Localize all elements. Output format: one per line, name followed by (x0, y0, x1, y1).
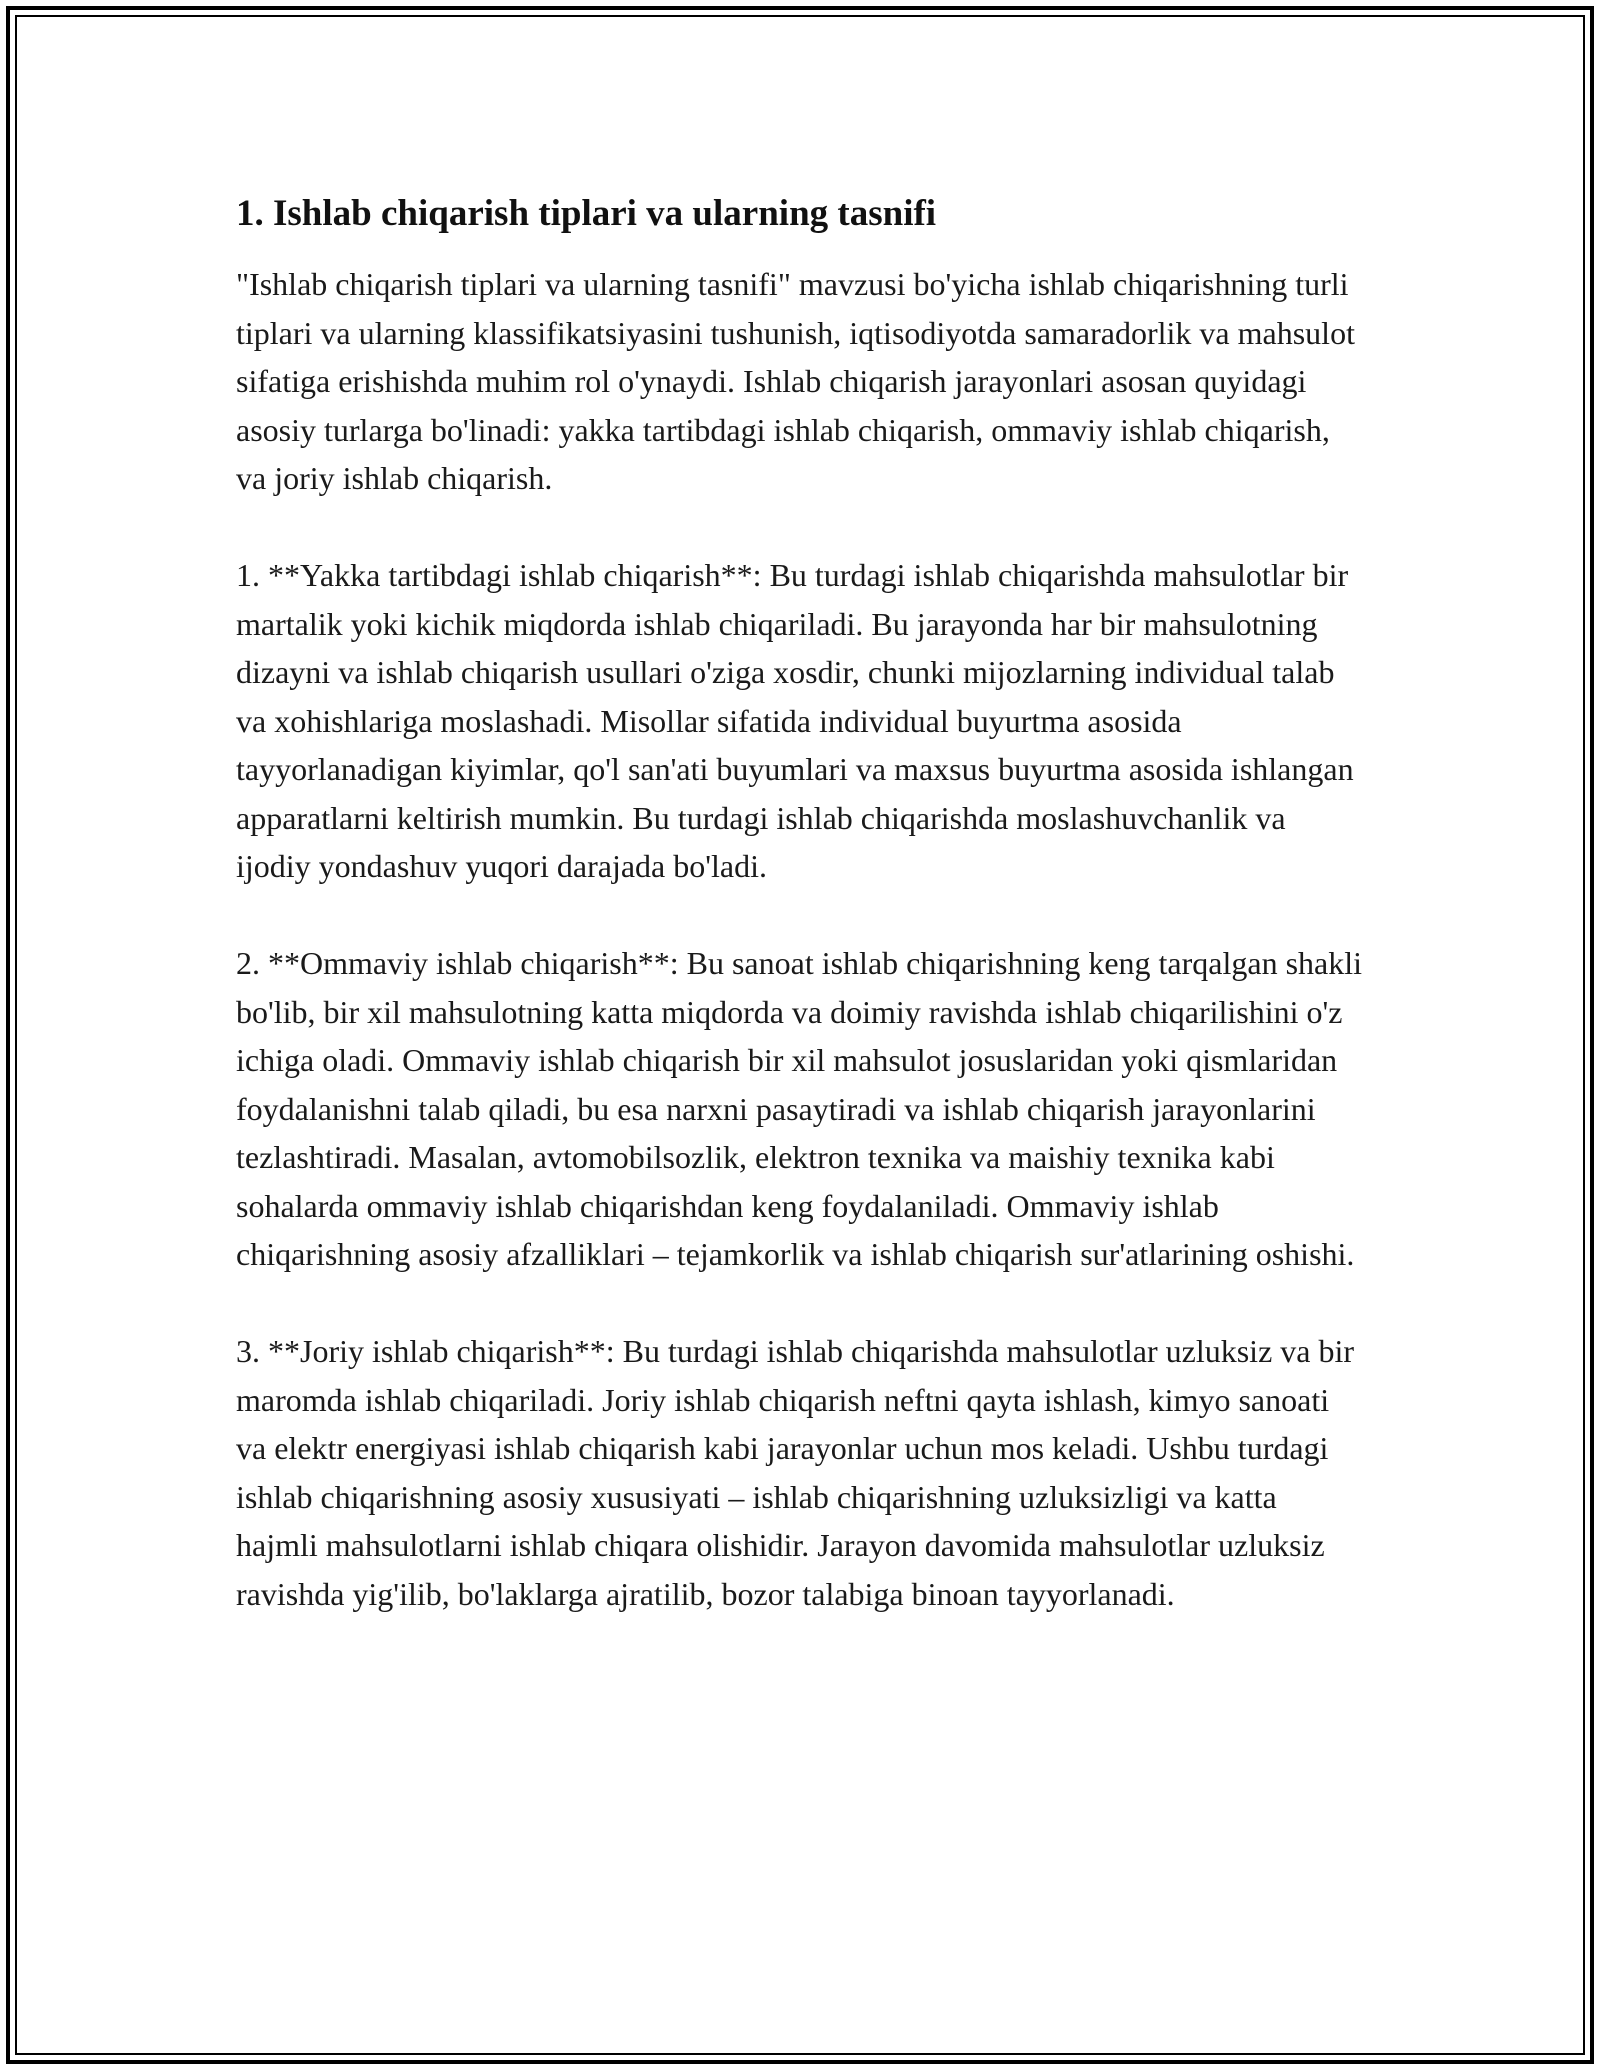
paragraph-yakka-tartibdagi: 1. **Yakka tartibdagi ishlab chiqarish**: Bu turdagi ishlab chiqarishda mahsulotlar bir martalik yoki kichik miqdorda ishlab chiqariladi. Bu jarayonda har bir mahsulotning dizayni va ishlab chiqarish usullari o'ziga xosdir, chunki mijozlarning individual talab va xohishlariga moslashadi. Misollar sifatida individual buyurtma asosida tayyorlanadigan kiyimlar, qo'l san'ati buyumlari va maxsus buyurtma asosida ishlangan apparatlarni keltirish mumkin. Bu turdagi ishlab chiqarishda moslashuvchanlik va ijodiy yondashuv yuqori darajada bo'ladi. (236, 557, 1354, 884)
document-body (236, 190, 1366, 1618)
paragraph-ommaviy: 2. **Ommaviy ishlab chiqarish**: Bu sanoat ishlab chiqarishning keng tarqalgan shakli bo'lib, bir xil mahsulotning katta miqdorda va doimiy ravishda ishlab chiqarilishini o'z ichiga oladi. Ommaviy ishlab chiqarish bir xil mahsulot josuslaridan yoki qismlaridan foydalanishni talab qiladi, bu esa narxni pasaytiradi va ishlab chiqarish jarayonlarini tezlashtiradi. Masalan, avtomobilsozlik, elektron texnika va maishiy texnika kabi sohalarda ommaviy ishlab chiqarishdan keng foydalaniladi. Ommaviy ishlab chiqarishning asosiy afzalliklari – tejamkorlik va ishlab chiqarish sur'atlarining oshishi. (236, 945, 1363, 1272)
document-title: 1. Ishlab chiqarish tiplari va ularning tasnifi (236, 193, 937, 234)
paragraph-joriy: 3. **Joriy ishlab chiqarish**: Bu turdagi ishlab chiqarishda mahsulotlar uzluksiz va bir maromda ishlab chiqariladi. Joriy ishlab chiqarish neftni qayta ishlash, kimyo sanoati va elektr energiyasi ishlab chiqarish kabi jarayonlar uchun mos keladi. Ushbu turdagi ishlab chiqarishning asosiy xususiyati – ishlab chiqarishning uzluksizligi va katta hajmli mahsulotlarni ishlab chiqara olishidir. Jarayon davomida mahsulotlar uzluksiz ravishda yig'ilib, bo'laklarga ajratilib, bozor talabiga binoan tayyorlanadi. (236, 1333, 1355, 1612)
intro-paragraph: "Ishlab chiqarish tiplari va ularning tasnifi" mavzusi bo'yicha ishlab chiqarishning turli tiplari va ularning klassifikatsiyasini tushunish, iqtisodiyotda samaradorlik va mahsulot sifatiga erishishda muhim rol o'ynaydi. Ishlab chiqarish jarayonlari asosan quyidagi asosiy turlarga bo'linadi: yakka tartibdagi ishlab chiqarish, ommaviy ishlab chiqarish, va joriy ishlab chiqarish. (236, 266, 1355, 496)
